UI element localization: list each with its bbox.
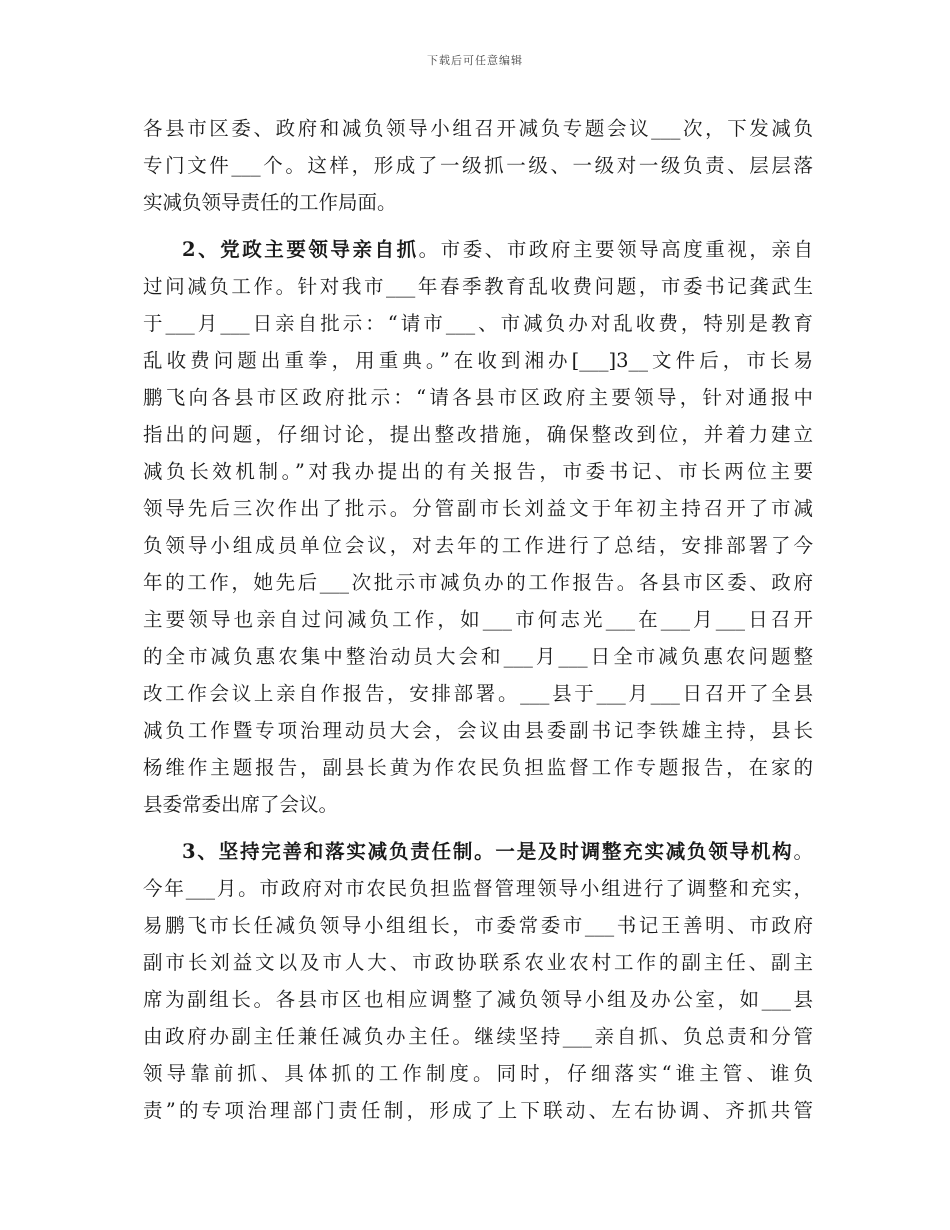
text-line: 减负工作暨专项治理动员大会，会议由县委副书记李铁雄主持，县长 [143,719,813,742]
text-line: 鹏飞向各县市区政府批示：“请各县市区政府主要领导，针对通报中 [143,386,813,409]
section-heading: 2、党政主要领导亲自抓 [182,238,419,261]
text-line: 于___月___日亲自批示：“请市___、市减负办对乱收费，特别是教育 [143,312,813,335]
section-heading: 3、坚持完善和落实减负责任制。一是及时调整充实减负领导机构 [182,840,794,863]
text-line: 乱收费问题出重拳，用重典。”在收到湘办[___]3__文件后，市长易 [143,349,813,372]
text-line: 指出的问题，仔细讨论，提出整改措施，确保整改到位，并着力建立 [143,423,813,446]
heading-rest: 。市委、市政府主要领导高度重视，亲自 [418,238,813,261]
text-line: 年的工作，她先后___次批示市减负办的工作报告。各县市区委、政府 [143,571,813,594]
text-line [143,231,813,268]
text-line: 的全市减负惠农集中整治动员大会和___月___日全市减负惠农问题整 [143,645,813,668]
text-line: 主要领导也亲自过问减负工作，如___市何志光___在___月___日召开 [143,608,813,631]
paragraph-1 [143,110,813,221]
text-line: 由政府办副主任兼任减负办主任。继续坚持___亲自抓、负总责和分管 [143,1025,813,1048]
text-line: 领导先后三次作出了批示。分管副市长刘益文于年初主持召开了市减 [143,497,813,520]
text-line: 改工作会议上亲自作报告，安排部署。___县于___月___日召开了全县 [143,682,813,705]
paragraph-3 [143,833,813,1129]
text-line: 易鹏飞市长任减负领导小组组长，市委常委市___书记王善明、市政府 [143,914,813,937]
text-line: 减负长效机制。”对我办提出的有关报告，市委书记、市长两位主要 [143,460,813,483]
text-line: 负领导小组成员单位会议，对去年的工作进行了总结，安排部署了今 [143,534,813,557]
text-line: 副市长刘益文以及市人大、市政协联系农业农村工作的副主任、副主 [143,951,813,974]
paragraph-2 [143,231,813,823]
text-line: 县委常委出席了会议。 [143,793,339,816]
heading-rest: 。 [793,840,813,863]
text-line: 各县市区委、政府和减负领导小组召开减负专题会议___次，下发减负 [143,117,813,140]
text-line: 实减负领导责任的工作局面。 [143,191,397,214]
text-line: 责”的专项治理部门责任制，形成了上下联动、左右协调、齐抓共管 [143,1099,813,1122]
text-line: 席为副组长。各县市区也相应调整了减负领导小组及办公室，如___县 [143,988,813,1011]
text-line: 今年___月。市政府对市农民负担监督管理领导小组进行了调整和充实， [143,877,813,900]
text-line: 专门文件___个。这样，形成了一级抓一级、一级对一级负责、层层落 [143,154,813,177]
text-line: 杨维作主题报告，副县长黄为作农民负担监督工作专题报告，在家的 [143,756,813,779]
text-line: 过问减负工作。针对我市___年春季教育乱收费问题，市委书记龚武生 [143,275,813,298]
text-line [143,833,813,870]
text-line: 领导靠前抓、具体抓的工作制度。同时，仔细落实“谁主管、谁负 [143,1062,813,1085]
document-body [143,110,813,1129]
page-header: 下载后可任意编辑 [427,54,523,67]
